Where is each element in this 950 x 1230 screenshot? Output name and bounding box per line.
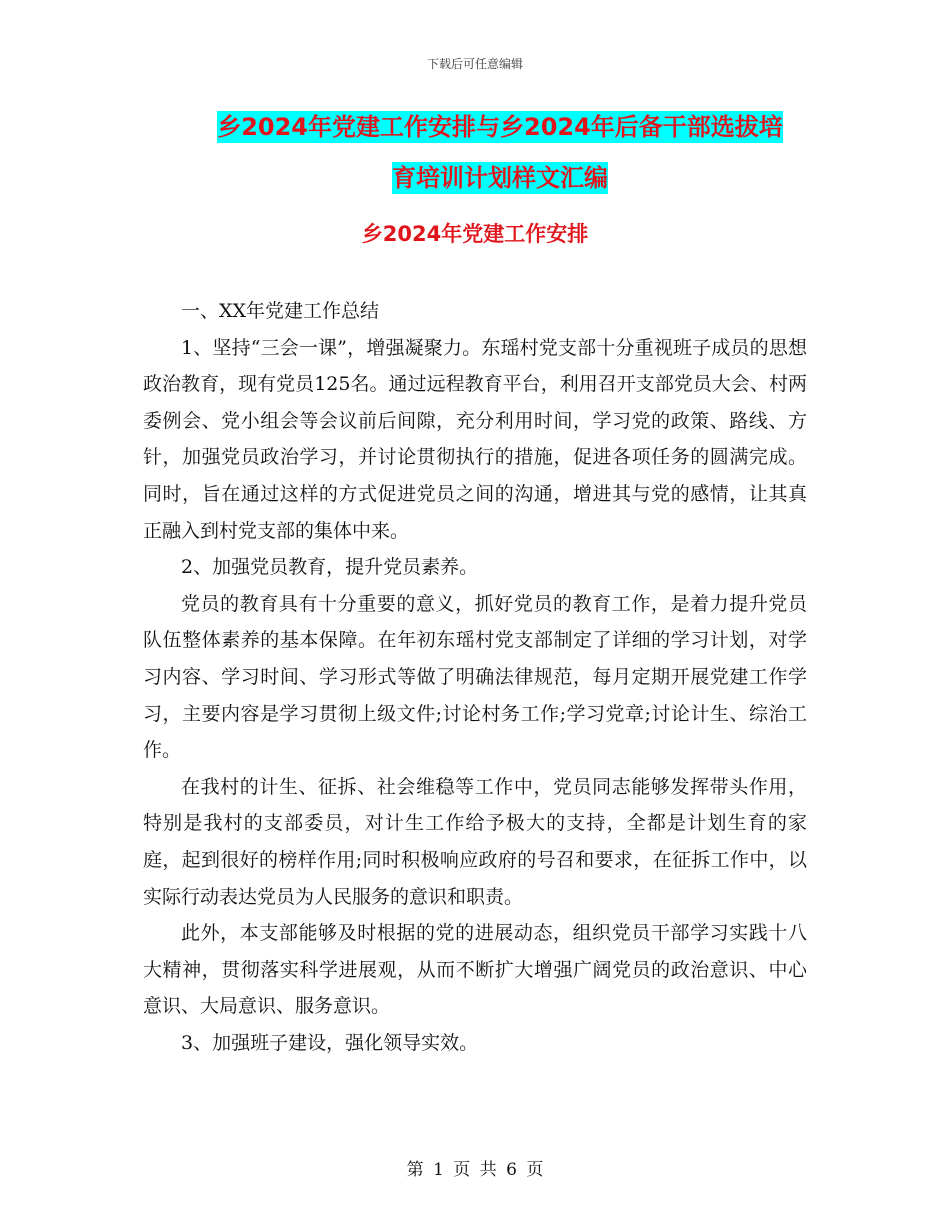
- title-line-2: 育培训计划样文汇编: [392, 164, 608, 192]
- paragraph: 在我村的计生、征拆、社会维稳等工作中，党员同志能够发挥带头作用，特别是我村的支部委员，对计生工作给予极大的支持，全都是计划生育的家庭，起到很好的榜样作用;同时积极响应政府的号召和要求，在征拆工作中，以实际行动表达党员为人民服务的意识和职责。: [143, 775, 807, 908]
- paragraph: 一、XX年党建工作总结: [181, 300, 380, 322]
- page-number: 第 1 页 共 6 页: [406, 1160, 544, 1180]
- paragraph: 此外，本支部能够及时根据的党的进展动态，组织党员干部学习实践十八大精神，贯彻落实科学进展观，从而不断扩大增强广阔党员的政治意识、中心意识、大局意识、服务意识。: [143, 922, 807, 1018]
- section-heading: 乡2024年党建工作安排: [361, 222, 589, 246]
- paragraph: 党员的教育具有十分重要的意义，抓好党员的教育工作，是着力提升党员队伍整体素养的基本保障。在年初东瑶村党支部制定了详细的学习计划，对学习内容、学习时间、学习形式等做了明确法律规范，每月定期开展党建工作学习，主要内容是学习贯彻上级文件;讨论村务工作;学习党章;讨论计生、综治工作。: [143, 592, 807, 762]
- paragraph: 2、加强党员教育，提升党员素养。: [181, 556, 479, 579]
- page-header-note: 下载后可任意编辑: [426, 57, 523, 71]
- title-line-1: 乡2024年党建工作安排与乡2024年后备干部选拔培: [217, 113, 783, 141]
- document-title: [140, 102, 860, 204]
- document-body: [143, 293, 807, 1061]
- paragraph: 3、加强班子建设，强化领导实效。: [181, 1031, 479, 1054]
- paragraph: 1、坚持“三会一课”，增强凝聚力。东瑶村党支部十分重视班子成员的思想政治教育，现有党员125名。通过远程教育平台，利用召开支部党员大会、村两委例会、党小组会等会议前后间隙，充分利用时间，学习党的政策、路线、方针，加强党员政治学习，并讨论贯彻执行的措施，促进各项任务的圆满完成。同时，旨在通过这样的方式促进党员之间的沟通，增进其与党的感情，让其真正融入到村党支部的集体中来。: [143, 336, 807, 542]
